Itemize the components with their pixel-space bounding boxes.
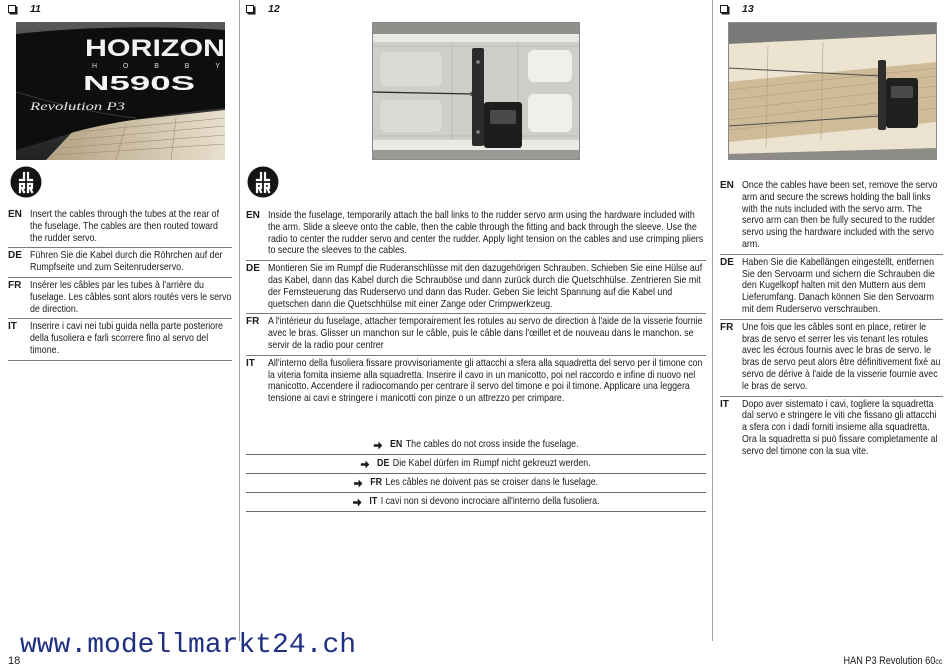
footer-title-main: HAN P3 Revolution 60 [843, 655, 936, 667]
instruction-it [246, 356, 706, 408]
language-label: FR [8, 279, 22, 291]
instruction-text: Insert the cables through the tubes at the rear of the fuselage. The cables are then routed toward the rudder servo. [30, 209, 220, 244]
instruction-de [8, 248, 232, 278]
instruction-text: Once the cables have been set, remove the servo arm and secure the screws holding the ball links with the nuts included with the servo arm. The servo arm can then be fully secured to the rudder servo using the hardware included with the servo arm. [742, 180, 938, 250]
language-label: DE [246, 263, 260, 275]
step-12-notes [246, 436, 706, 512]
instruction-text: Insérer les câbles par les tubes à l'arrière du fuselage. Les câbles sont alors routés vers le servo de direction. [30, 279, 232, 315]
photo-brand-lettering: HORIZON [85, 35, 225, 62]
instruction-text: Dopo aver sistemato i cavi, togliere la squadretta dal servo e stringere le viti che fissano gli attacchi a sfera con i dadi forniti insieme alla squadretta. Ora la squadretta si può fissare completamente al servo del timone con la sua vite. [742, 398, 938, 457]
step-11-header [8, 3, 68, 15]
instruction-text: Inserire i cavi nei tubi guida nella parte posteriore della fusoliera e farli scorrere fino al servo del timone. [30, 321, 223, 356]
instruction-text: Führen Sie die Kabel durch die Röhrchen auf der Rumpfseite und zum Seitenruderservo. [30, 250, 223, 274]
instruction-de [246, 261, 706, 314]
note-text: The cables do not cross inside the fuselage. [405, 439, 579, 450]
photo-script-lettering: Revolution P3 [28, 99, 125, 113]
instruction-fr [720, 320, 943, 397]
language-label: EN [8, 209, 22, 220]
instruction-text: All'interno della fusoliera fissare provvisoriamente gli attacchi a sfera alla squadretta del servo per il timone con la viteria fornita insieme alla squadretta. Inserire il cavo in un manicotto, poi nel raccordo e infine di nuovo nel manicotto. Accendere il radiocomando per centrare il servo del timone e poi il timone. Applicare una leggera tensione ai cavi e stringere i manicotti con pinze o un attrezzo per crimpare. [268, 357, 703, 405]
step-11-instructions [8, 207, 232, 361]
note-fr [246, 474, 706, 493]
instruction-en [8, 207, 232, 248]
note-en [246, 436, 706, 455]
note-text: Die Kabel dürfen im Rumpf nicht gekreuzt werden. [393, 458, 591, 469]
arrow-right-icon [354, 479, 363, 488]
language-label: IT [720, 398, 729, 410]
step-number: 12 [268, 3, 280, 15]
note-it [246, 493, 706, 512]
instruction-text: Inside the fuselage, temporarily attach the ball links to the rudder servo arm using the hardware included with the arm. Slide a sleeve onto the cable, then the cable through the fitting and back through the sleeve. Use the radio to center the rudder servo and center the rudder. Apply light tension on the cables and use crimping pliers to secure the sleeves to the cables. [268, 210, 704, 257]
instruction-text: A l'intérieur du fuselage, attacher temporairement les rotules au servo de direction à l'aide de la visserie fournie avec le bras. Glisser un manchon sur le câble, puis le câble dans l'œillet et de nouveau dans le manchon. se servir de la radio pour centrer [268, 316, 703, 351]
photo-sub-lettering: HOBBY [92, 63, 220, 70]
instruction-it [8, 319, 232, 360]
step-12-instructions [246, 208, 706, 408]
note-de [246, 455, 706, 474]
language-label: DE [8, 250, 22, 262]
instruction-it [720, 397, 943, 461]
footer-title [844, 655, 943, 667]
column-divider [712, 0, 713, 641]
instruction-de [720, 255, 943, 320]
footer-title-suffix: cc [935, 656, 943, 666]
step-number: 13 [742, 3, 754, 15]
language-label: DE [720, 256, 734, 268]
language-label: IT [246, 357, 255, 369]
language-label: FR [246, 316, 260, 328]
language-label: FR [720, 321, 734, 333]
checkbox-icon [8, 5, 16, 13]
instruction-en [720, 178, 943, 255]
page-number: 18 [8, 655, 21, 667]
note-language-label: IT [369, 496, 377, 507]
step-11-photo [16, 22, 225, 160]
step-number: 11 [30, 3, 41, 15]
instruction-text: Une fois que les câbles sont en place, retirer le bras de servo et serrer les vis tenant les rotules avec les écrous fournis avec le bras de servo. le bras de servo peut alors être définitivement fixé au servo de dérive à l'aide de la visserie fournie avec le bras de servo. [742, 321, 941, 392]
arrow-right-icon [353, 498, 362, 507]
note-text: I cavi non si devono incrociare all'interno della fusoliera. [380, 496, 600, 507]
instruction-en [246, 208, 706, 261]
photo-model-lettering: N590S [83, 73, 195, 95]
step-13-instructions [720, 178, 943, 461]
arrow-right-icon [361, 460, 370, 469]
step-12-header [246, 3, 306, 15]
instruction-fr [8, 278, 232, 319]
language-label: IT [8, 321, 17, 333]
note-language-label: FR [370, 477, 383, 488]
column-divider [239, 0, 240, 641]
arrow-right-icon [374, 441, 383, 450]
note-language-label: DE [377, 458, 390, 469]
note-language-label: EN [389, 439, 403, 450]
language-label: EN [246, 210, 260, 221]
language-label: EN [720, 180, 734, 191]
assembly-symbol-icon [247, 166, 279, 198]
checkbox-icon [720, 5, 728, 13]
instruction-text: Haben Sie die Kabellängen eingestellt, entfernen Sie den Servoarm und sichern die Schrauben die den Kugelkopf halten mit den Muttern aus dem Lieferumfang. Danach können Sie den Servoarm mit dem Ruderservo verschrauben. [742, 256, 935, 315]
step-13-header [720, 3, 780, 15]
step-12-photo [372, 22, 580, 160]
instruction-fr [246, 314, 706, 355]
watermark-url: www.modellmarkt24.ch [20, 630, 357, 661]
checkbox-icon [246, 5, 254, 13]
step-13-photo [728, 22, 937, 160]
instruction-text: Montieren Sie im Rumpf die Ruderanschlüsse mit den dazugehörigen Schrauben. Schieben Sie eine Hülse auf das Kabel, dann das Kabel durch die Schrauböse und dann zurück durch die Quetschhülse. Zentrieren Sie mit der Fernsteuerung das Ruderservo und dann das Ruder. Geben Sie leicht Spannung auf die Kabel und quetschen dann die Quetschhülse mit einer Zange oder Crimpwerkzeug. [268, 263, 703, 310]
assembly-symbol-icon [10, 166, 42, 198]
note-text: Les câbles ne doivent pas se croiser dans le fuselage. [385, 477, 599, 488]
